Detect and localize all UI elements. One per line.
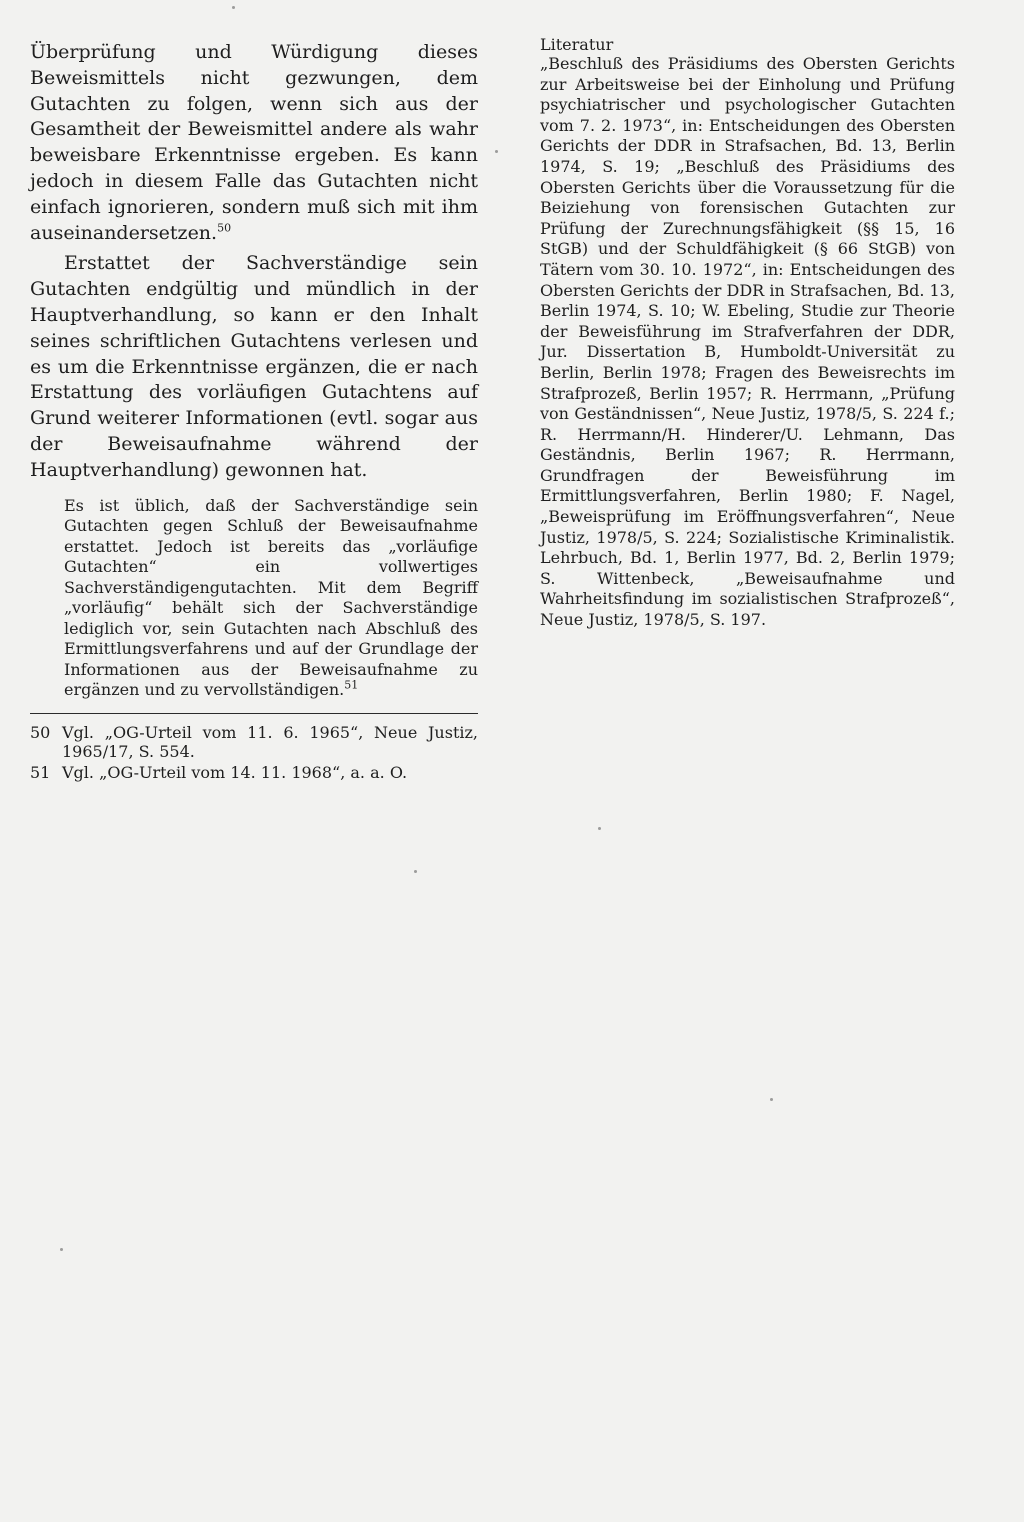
body-paragraph-2: Erstattet der Sachverständige sein Gutachten endgültig und mündlich in der Hauptverhandlung, so kann er den Inhalt seines schriftlichen Gutachtens verlesen und es um die Erkenntnisse ergänzen, die er nach Erstattung des vorläufigen Gutachtens auf Grund weiterer Informationen (evtl. sogar aus der Beweisaufnahme während der Hauptverhandlung) gewonnen hat. [30, 252, 478, 481]
scan-speck [495, 150, 498, 153]
literature-heading: Literatur [540, 35, 614, 54]
footnote-51 [30, 763, 478, 782]
footnote-ref-51: 51 [344, 678, 359, 692]
footnote-text: Vgl. „OG-Urteil vom 11. 6. 1965“, Neue Justiz, 1965/17, S. 554. [62, 722, 478, 761]
footnote-50 [30, 723, 478, 761]
small-print-text: Es ist üblich, daß der Sachverständige sein Gutachten gegen Schluß der Beweisaufnahme erstattet. Jedoch ist bereits das „vorläufige Gutachten“ ein vollwertiges Sachverständigengutachten. Mit dem Begriff „vorläufig“ behält sich der Sachverständige lediglich vor, sein Gutachten nach Abschluß des Ermittlungsverfahrens und auf der Grundlage der Informationen aus der Beweisaufnahme zu ergänzen und zu vervollständigen. [64, 495, 478, 700]
paragraph-1-text: Überprüfung und Würdigung dieses Beweismittels nicht gezwungen, dem Gutachten zu folgen, wenn sich aus der Gesamtheit der Beweismittel andere als wahr beweisbare Erkenntnisse ergeben. Es kann jedoch in diesem Falle das Gutachten nicht einfach ignorieren, sondern muß sich mit ihm auseinandersetzen. [30, 41, 478, 244]
body-paragraph-1 [30, 40, 478, 246]
scan-speck [60, 1248, 63, 1251]
footnote-ref-50: 50 [217, 221, 232, 235]
scan-speck [414, 870, 417, 873]
footnotes [30, 723, 478, 782]
right-column [540, 36, 955, 631]
footnote-number: 50 [30, 722, 51, 742]
scan-speck [598, 827, 601, 830]
footnote-divider [30, 713, 478, 714]
scan-speck [770, 1098, 773, 1101]
small-print-note [64, 496, 478, 701]
scan-speck [232, 6, 235, 9]
left-column [30, 40, 478, 784]
footnote-number: 51 [30, 762, 51, 782]
footnote-text: Vgl. „OG-Urteil vom 14. 11. 1968“, a. a. O. [62, 762, 408, 782]
literature-list: „Beschluß des Präsidiums des Obersten Gerichts zur Arbeitsweise bei der Einholung und Prüfung psychiatrischer und psychologischer Gutachten vom 7. 2. 1973“, in: Entscheidungen des Obersten Gerichts der DDR in Strafsachen, Bd. 13, Berlin 1974, S. 19; „Beschluß des Präsidiums des Obersten Gerichts über die Voraussetzung für die Beiziehung von forensischen Gutachten zur Prüfung der Zurechnungsfähigkeit (§§ 15, 16 StGB) und der Schuldfähigkeit (§ 66 StGB) von Tätern vom 30. 10. 1972“, in: Entscheidungen des Obersten Gerichts der DDR in Strafsachen, Bd. 13, Berlin 1974, S. 10; W. Ebeling, Studie zur Theorie der Beweisführung im Strafverfahren der DDR, Jur. Dissertation B, Humboldt-Universität zu Berlin, Berlin 1978; Fragen des Beweisrechts im Strafprozeß, Berlin 1957; R. Herrmann, „Prüfung von Geständnissen“, Neue Justiz, 1978/5, S. 224 f.; R. Herrmann/H. Hinderer/U. Lehmann, Das Geständnis, Berlin 1967; R. Herrmann, Grundfragen der Beweisführung im Ermittlungsverfahren, Berlin 1980; F. Nagel, „Beweisprüfung im Eröffnungsverfahren“, Neue Justiz, 1978/5, S. 224; Sozialistische Kriminalistik. Lehrbuch, Bd. 1, Berlin 1977, Bd. 2, Berlin 1979; S. Wittenbeck, „Beweisaufnahme und Wahrheitsfindung im sozialistischen Strafprozeß“, Neue Justiz, 1978/5, S. 197. [540, 54, 955, 630]
